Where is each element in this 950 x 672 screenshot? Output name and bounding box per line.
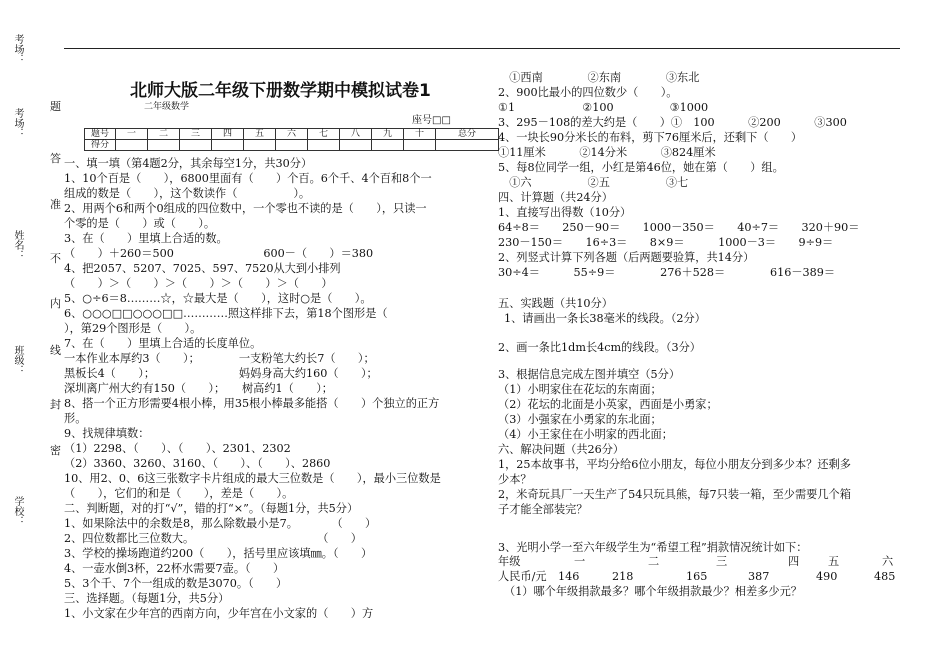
- text-line: 5、○÷6＝8………☆，☆最大是（ ），这时○是（ ）。: [64, 292, 372, 305]
- text-line: 个零的是（ ）或（ ）。: [64, 217, 216, 230]
- score-cell: [404, 140, 436, 151]
- score-cell: [180, 140, 212, 151]
- table-cell: 十: [404, 129, 436, 140]
- text-line: 子才能全部装完？: [498, 503, 588, 516]
- text-line: 一本作业本厚约3（ ）； 一支粉笔大约长7（ ）；: [64, 352, 375, 365]
- text-line: （ ），它们的和是（ ），差是（ ）。: [64, 487, 294, 500]
- binding-mark: 内: [50, 297, 61, 310]
- text-line: 深圳离广州大约有150（ ）； 树高约1（ ）；: [64, 382, 333, 395]
- text-line: 3、在（ ）里填上合适的数。: [64, 232, 228, 245]
- text-line: ①西南 ②东南 ③东北: [498, 71, 700, 84]
- table-cell: 165: [686, 570, 708, 583]
- text-line: 六、解决问题（共26分）: [498, 443, 625, 456]
- table-cell: 二: [148, 129, 180, 140]
- text-line: 二、判断题，对的打“√”，错的打“×”。（每题1分，共5分）: [64, 502, 359, 515]
- text-line: 6、○○○□□○○○□□…………照这样排下去，第18个图形是（: [64, 307, 388, 320]
- table-cell: 490: [816, 570, 838, 583]
- text-line: 3、学校的操场跑道约200（ ），括号里应该填㎜。（ ）: [64, 547, 373, 560]
- text-line: 1、直接写出得数（10分）: [498, 206, 632, 219]
- text-line: 黑板长4（ ）； 妈妈身高大约160（ ）；: [64, 367, 378, 380]
- left-column: [64, 156, 441, 621]
- text-line: ），第29个图形是（ ）。: [64, 322, 202, 335]
- text-line: 1、请画出一条长38毫米的线段。（2分）: [504, 312, 706, 325]
- text-line: 7、在（ ）里填上合适的长度单位。: [64, 337, 262, 350]
- table-cell: 六: [882, 555, 894, 568]
- text-line: 5、3个千、7个一组成的数是3070。（ ）: [64, 577, 288, 590]
- binding-label-class: 班级：: [12, 345, 23, 375]
- subtitle: 二年级数学: [144, 102, 190, 112]
- text-line: （4）小王家住在小明家的西北面；: [498, 428, 673, 441]
- table-cell: 五: [244, 129, 276, 140]
- binding-label-exam-room-2: 考场：: [12, 108, 23, 138]
- text-line: 9、找规律填数：: [64, 427, 150, 440]
- table-cell: 一: [116, 129, 148, 140]
- score-cell: [340, 140, 372, 151]
- donation-table: [498, 554, 898, 584]
- text-line: 3、根据信息完成左图并填空（5分）: [498, 368, 681, 381]
- text-line: （1）小明家住在花坛的东南面；: [498, 383, 662, 396]
- text-line: 2、用两个6和两个0组成的四位数中，一个零也不读的是（ ），只读一: [64, 202, 427, 215]
- table-cell: 六: [276, 129, 308, 140]
- text-line: ①11厘米 ②14分米 ③824厘米: [498, 146, 716, 159]
- table-cell: 146: [558, 570, 580, 583]
- binding-mark: 答: [50, 152, 61, 165]
- binding-label-name: 姓名：: [12, 230, 23, 260]
- text-line: 1、小文家在少年宫的西南方向，少年宫在小文家的（ ）方: [64, 607, 374, 620]
- text-line: （ ）＞（ ）＞（ ）＞（ ）＞（ ）: [64, 277, 333, 290]
- binding-mark: 准: [50, 198, 61, 211]
- donation-header-row: [498, 554, 898, 569]
- text-line: （ ）＋260＝500 600－（ ）＝380: [64, 247, 374, 260]
- text-line: 四、计算题（共24分）: [498, 191, 613, 204]
- text-line: 3、光明小学一至六年级学生为“希望工程”捐款情况统计如下：: [498, 541, 808, 554]
- text-line: 1、如果除法中的余数是8，那么除数最小是7。 （ ）: [64, 517, 377, 530]
- text-line: （1）2298、（ ）、（ ）、2301、2302: [64, 442, 291, 455]
- binding-label-school: 学校：: [12, 496, 23, 526]
- table-cell: 人民币/元: [498, 570, 547, 583]
- page-title: 北师大版二年级下册数学期中模拟试卷1: [130, 81, 431, 101]
- score-cell: [276, 140, 308, 151]
- table-cell: 总分: [436, 129, 499, 140]
- right-column: [498, 70, 859, 280]
- text-line: 2、900比最小的四位数少（ ）。: [498, 86, 678, 99]
- text-line: 4、把2057、5207、7025、597、7520从大到小排列: [64, 262, 341, 275]
- text-line: （2）3360、3260、3160、（ ）、（ ）、2860: [64, 457, 331, 470]
- score-cell: [244, 140, 276, 151]
- text-line: （3）小强家在小勇家的东北面；: [498, 413, 662, 426]
- text-line: 3、295－108的差大约是（ ）① 100 ②200 ③300: [498, 116, 847, 129]
- header-rule: [64, 48, 900, 49]
- text-line: （2）花坛的北面是小英家，西面是小勇家；: [498, 398, 718, 411]
- donation-value-row: [498, 569, 898, 584]
- table-cell: 五: [828, 555, 840, 568]
- score-cell: [436, 140, 499, 151]
- table-cell: 四: [212, 129, 244, 140]
- text-line: 少本？: [498, 473, 532, 486]
- right-block-3: [498, 367, 851, 517]
- text-line: 5、每8位同学一组，小红是第46位，她在第（ ）组。: [498, 161, 784, 174]
- score-cell: [308, 140, 340, 151]
- table-cell: 得分: [85, 140, 116, 151]
- table-cell: 年级: [498, 555, 521, 568]
- text-line: 10、用2、0、6这三张数字卡片组成的最大三位数是（ ），最小三位数是: [64, 472, 441, 485]
- text-line: 2、画一条比1dm长4cm的线段。（3分）: [498, 341, 701, 354]
- text-line: 2，米奇玩具厂一天生产了54只玩具熊，每7只装一箱，至少需要几个箱: [498, 488, 851, 501]
- text-line: 64÷8＝ 250－90＝ 1000－350＝ 40÷7＝ 320＋90＝: [498, 221, 860, 234]
- table-cell: 三: [180, 129, 212, 140]
- score-cell: [148, 140, 180, 151]
- table-cell: 一: [574, 555, 586, 568]
- table-cell: 四: [788, 555, 800, 568]
- binding-mark: 封: [50, 398, 61, 411]
- table-cell: 七: [308, 129, 340, 140]
- score-table-header-row: [85, 129, 499, 140]
- table-cell: 387: [748, 570, 770, 583]
- score-table: [84, 128, 499, 151]
- binding-label-exam-room: 考场：: [12, 34, 23, 64]
- text-line: ①六 ②五 ③七: [498, 176, 689, 189]
- table-cell: 题号: [85, 129, 116, 140]
- text-line: 4、一壶水倒3杯，22杯水需要7壶。（ ）: [64, 562, 285, 575]
- text-line: 8、搭一个正方形需要4根小棒，用35根小棒最多能搭（ ）个独立的正方: [64, 397, 440, 410]
- text-line: 一、填一填（第4题2分，其余每空1分，共30分）: [64, 157, 313, 170]
- table-cell: 485: [874, 570, 896, 583]
- text-line: 4、一块长90分米长的布料，剪下76厘米后，还剩下（ ）: [498, 131, 803, 144]
- table-cell: 九: [372, 129, 404, 140]
- score-cell: [212, 140, 244, 151]
- text-line: 2、四位数都比三位数大。 （ ）: [64, 532, 362, 545]
- seat-number: 座号□□: [412, 115, 451, 126]
- binding-mark: 不: [50, 252, 61, 265]
- binding-mark: 密: [50, 444, 61, 457]
- text-line: 2、列竖式计算下列各题（后两题要验算，共14分）: [498, 251, 755, 264]
- text-line: 1，25本故事书，平均分给6位小朋友，每位小朋友分到多少本？还剩多: [498, 458, 851, 471]
- binding-mark: 线: [50, 344, 61, 357]
- text-line: 三、选择题。（每题1分，共5分）: [64, 592, 230, 605]
- score-table-score-row: [85, 140, 499, 151]
- section-5-title: 五、实践题（共10分）: [498, 297, 613, 310]
- text-line: 1、10个百是（ ），6800里面有（ ）个百。6个千、4个百和8个一: [64, 172, 432, 185]
- score-cell: [116, 140, 148, 151]
- score-cell: [372, 140, 404, 151]
- table-cell: 218: [612, 570, 634, 583]
- table-cell: 八: [340, 129, 372, 140]
- table-cell: 三: [716, 555, 728, 568]
- text-line: 形。: [64, 412, 87, 425]
- table-cell: 二: [648, 555, 660, 568]
- text-line: 30÷4＝ 55÷9＝ 276＋528＝ 616－389＝: [498, 266, 836, 279]
- text-line: 230－150＝ 16÷3＝ 8×9＝ 1000－3＝ 9÷9＝: [498, 236, 834, 249]
- text-line: 组成的数是（ ），这个数读作（ ）。: [64, 187, 311, 200]
- binding-mark: 题: [50, 100, 61, 113]
- text-line: ①1 ②100 ③1000: [498, 101, 709, 114]
- text-line: （1）哪个年级捐款最多？哪个年级捐款最少？相差多少元？: [504, 585, 802, 598]
